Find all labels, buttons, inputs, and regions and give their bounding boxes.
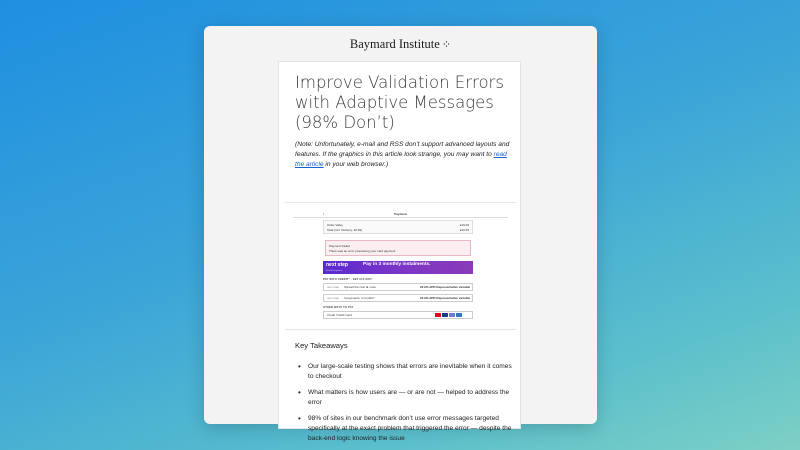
mock-order-label: Order Value	[327, 223, 343, 227]
maestro-icon	[449, 313, 455, 317]
back-arrow-icon: ‹	[323, 211, 325, 216]
mock-credit-option	[323, 294, 473, 302]
note-text-start: (Note: Unfortunately, e-mail and RSS don’t support advanced layouts and features. If the graphics in this article look strange, you may want to	[295, 141, 510, 159]
mock-option-apr: 22.9% APR Representative variable	[420, 285, 471, 289]
divider	[285, 202, 516, 203]
mock-option-brand: next step	[327, 296, 340, 300]
list-item: • What matters is how users are — or are not — helped to address the error	[295, 388, 517, 409]
brand-logo-text[interactable]: Baymard Institute	[349, 36, 440, 51]
mock-error-text: There was an error processing your card payment	[329, 249, 396, 253]
brand-mark-icon: ⁘	[441, 38, 452, 51]
key-takeaways-list	[295, 362, 517, 450]
amex-icon	[456, 313, 462, 317]
visa-icon	[442, 313, 448, 317]
mock-other-label: OTHER WAYS TO PAY	[323, 306, 354, 309]
mock-card-label: Credit / Debit Card	[327, 313, 352, 317]
email-window	[204, 26, 597, 443]
mock-order-label: Total (incl. Delivery, £0.99)	[327, 228, 363, 232]
mock-promo-text: Pay in 3 monthly instalments.	[363, 262, 431, 267]
mock-promo-banner	[323, 261, 473, 274]
mock-order-value: £19.00	[459, 223, 469, 227]
mock-credit-label: PAY WITH CREDIT* - GET £10 OFF†	[323, 278, 373, 281]
mock-header	[293, 212, 508, 218]
key-takeaways-heading: Key Takeaways	[295, 341, 348, 350]
mock-order-summary	[323, 220, 473, 234]
article-title: Improve Validation Errors with Adaptive Messages (98% Don’t)	[295, 73, 504, 132]
mock-option-brand: next step	[327, 285, 340, 289]
mock-order-row	[327, 223, 469, 227]
mock-error-title: Payment Failed	[329, 244, 350, 248]
list-item: • 98% of sites in our benchmark don’t use error messages targeted specifically at the exact problem that triggered the error — despite the back-end logic knowing the issue	[295, 414, 517, 445]
mock-error-message	[325, 240, 471, 256]
mock-credit-option	[323, 283, 473, 291]
mock-order-row	[327, 228, 469, 232]
article-note	[295, 140, 510, 171]
article-screenshot-image	[285, 210, 516, 328]
mock-promo-sub: Flexible Payments	[326, 270, 343, 272]
mastercard-icon	[435, 313, 441, 317]
mock-promo-logo: next step	[326, 262, 348, 268]
mock-option-text: 3 payments, 3 months*	[344, 296, 375, 300]
mock-option-text: Spread the cost ⊕ more	[344, 285, 377, 289]
note-text-end: in your web browser.)	[323, 161, 389, 169]
list-item: • Our large-scale testing shows that errors are inevitable when it comes to checkout	[295, 362, 517, 383]
email-header	[204, 26, 597, 62]
divider	[285, 329, 516, 330]
article-card	[278, 61, 521, 443]
mock-option-apr: 22.9% APR Representative variable	[420, 296, 471, 300]
mock-order-value: £19.99	[459, 228, 469, 232]
mock-card-option	[323, 311, 473, 319]
read-article-link[interactable]: read the article	[295, 151, 507, 169]
mock-title: Payment	[394, 212, 407, 216]
